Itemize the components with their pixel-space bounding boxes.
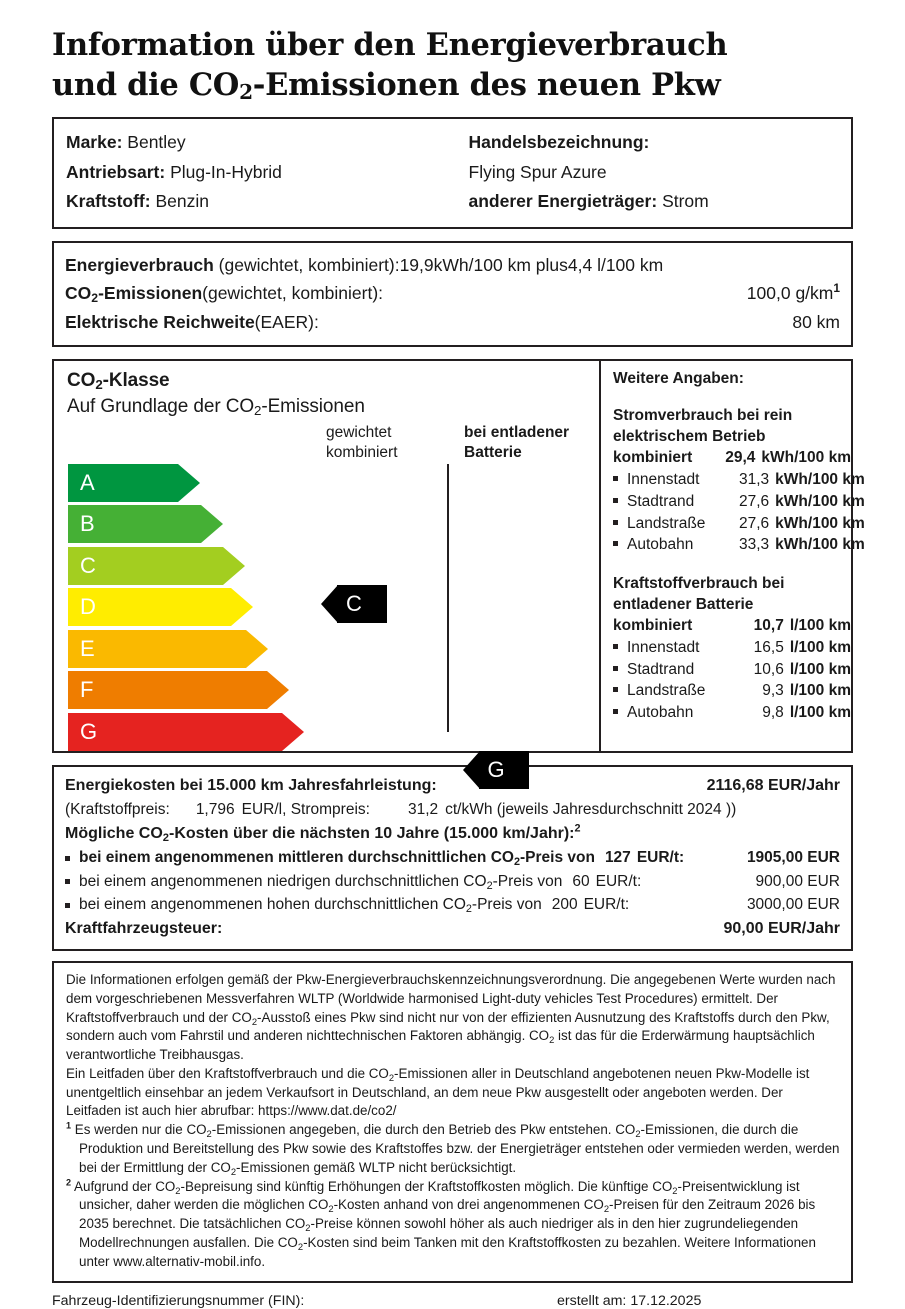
row-antriebsart [66, 158, 453, 187]
arrow-tip [267, 671, 289, 709]
costs-box [52, 765, 853, 951]
row-unit: l/100 km [789, 639, 851, 657]
arrow-body [68, 671, 267, 709]
kraftstoff-label: Kraftstoff: [66, 190, 151, 211]
electric-heading: Stromverbrauch bei rein elektrischem Betrieb [613, 406, 793, 446]
fuel-consumption-block [613, 573, 851, 724]
energieverbrauch-fuel-value: 4,4 [567, 254, 593, 275]
co2-price-row-0 [65, 846, 840, 870]
row-name: Stadtrand [627, 660, 695, 678]
electric-consumption-block [613, 405, 865, 556]
fuel-consumption-row [613, 702, 851, 724]
handelsbezeichnung-value: Flying Spur Azure [468, 161, 607, 182]
fuel-consumption-row [613, 680, 851, 702]
kraftstoff-value: Benzin [155, 190, 209, 211]
bullet-icon [613, 702, 627, 720]
bullet-icon [613, 513, 627, 531]
co2-emissionen-paren: (gewichtet, kombiniert): [202, 283, 384, 304]
row-reichweite [65, 308, 840, 336]
fuel-combined-value: 10,7 [753, 617, 784, 635]
document-footer [52, 1293, 853, 1309]
vehicle-left-column [66, 128, 453, 216]
fin-label: Fahrzeug-Identifizierungsnummer (FIN): [52, 1293, 305, 1309]
energietraeger-label: anderer Energieträger: [468, 190, 658, 211]
co2-price-unit: EUR/t: [636, 849, 685, 867]
page-title-line-1 [52, 26, 853, 66]
bullet-icon [65, 846, 79, 870]
row-name: Landstraße [627, 682, 706, 700]
co2-price-total: 3000,00 EUR [746, 896, 840, 914]
row-kraftstoff [66, 187, 453, 216]
vehicle-right-column [453, 128, 840, 216]
row-name: Innenstadt [627, 639, 700, 657]
fuel-consumption-row [613, 637, 851, 659]
energieverbrauch-label: Energieverbrauch [65, 254, 214, 275]
co2-class-letter: C [80, 552, 96, 578]
page-title-line-1-text: Information über den Energieverbrauch [52, 27, 728, 63]
energieverbrauch-paren: (gewichtet, kombiniert): [213, 254, 400, 275]
antriebsart-label: Antriebsart: [66, 161, 166, 182]
reichweite-paren: (EAER): [254, 311, 319, 332]
row-value: 31,3 [739, 471, 770, 489]
co2-subscript: 2 [95, 376, 103, 392]
co2-subscript: 2 [297, 1241, 304, 1252]
arrow-body [68, 630, 246, 668]
fuel-combined-row [613, 615, 851, 637]
row-unit: kWh/100 km [775, 536, 865, 554]
row-preise [65, 798, 840, 822]
co2-price-unit: EUR/t: [583, 896, 630, 914]
footnote-marker-2: 2 [66, 1177, 72, 1188]
kraftstoffpreis-unit: EUR/l, Strompreis: [241, 801, 370, 819]
row-handelsbezeichnung-label [469, 128, 840, 157]
kraftstoffpreis-value: 1,796 [195, 801, 235, 819]
co2-subscript: 2 [465, 903, 472, 916]
row-name: Stadtrand [627, 492, 695, 510]
arrow-tip [178, 464, 200, 502]
row-value: 9,8 [762, 704, 784, 722]
co2-subscript: 2 [91, 291, 99, 306]
created-on: erstellt am: 17.12.2025 [557, 1293, 702, 1309]
energieverbrauch-plus: plus [535, 254, 568, 275]
legal-footnote-2: $^2$ Aufgrund der $CO_2$-Bepreisung sind künftig Erhöhungen der Kraftstoffkosten möglich. Die künftige $CO_2$-Preisentwicklung ist unsicher, daher werden die möglichen $CO_2$-Kosten anhand von drei angenommenen $CO_2$-Preisen für den Zeitraum 2026 bis 2035 berechnet. Die tatsächlichen $CO_2$-Preise können sowohl höher als auch niedriger als in den hier zugrundeliegenden Modellrechnungen ausfallen. Die $CO_2$-Kosten sind beim Tanken mit den Kraftstoffkosten zu bezahlen. Weitere Informationen unter www.alternativ-mobil.info. [66, 1177, 816, 1269]
co2-price-value: 200 [551, 896, 578, 914]
row-value: 33,3 [739, 536, 770, 554]
row-kraftfahrzeugsteuer [65, 917, 840, 941]
co2-subscript: 2 [635, 1129, 641, 1140]
co2-class-letter: A [80, 469, 95, 495]
handelsbezeichnung-label: Handelsbezeichnung: [468, 132, 650, 153]
marker-letter: G [487, 756, 505, 782]
further-info-panel [599, 361, 865, 751]
co2-emissionen-value: 100,0 $g/km^1$ [746, 281, 840, 304]
footnote-marker-2: 2 [574, 822, 581, 835]
co2-subscript: 2 [206, 1129, 212, 1140]
arrow-tip [282, 713, 304, 751]
strompreis-value: 31,2 [407, 801, 439, 819]
electric-consumption-row [613, 534, 865, 556]
legal-notice-box [52, 961, 853, 1283]
bullet-icon [613, 491, 627, 509]
row-unit: l/100 km [789, 704, 851, 722]
co2-subscript: 2 [162, 831, 170, 844]
co2-subscript: 2 [175, 1185, 181, 1196]
co2-class-letter: B [80, 511, 95, 537]
kraftstoffpreis-label: (Kraftstoffpreis: [65, 801, 170, 819]
row-energieverbrauch [65, 251, 840, 279]
co2-price-row-1 [65, 870, 840, 894]
strompreis-unit: ct/kWh (jeweils Jahresdurchschnitt 2024 )) [445, 801, 737, 819]
column-divider [447, 464, 449, 732]
co2-class-letter: F [80, 677, 94, 703]
fuel-combined-unit: l/100 km [789, 617, 851, 635]
column-header-weighted: gewichtet kombiniert [326, 423, 398, 461]
marker-letter: C [346, 590, 362, 616]
arrow-tip [201, 505, 223, 543]
row-value: 10,6 [753, 660, 784, 678]
bullet-icon [613, 534, 627, 552]
arrow-tip [246, 630, 268, 668]
moegliche-co2-kosten-label: Mögliche CO2-Kosten über die nächsten 10 Jahre (15.000 km/Jahr):$^2$ [65, 822, 581, 844]
fuel-consumption-row [613, 659, 851, 681]
co2-emissionen-label: CO2-Emissionen [65, 283, 203, 306]
fuel-heading: Kraftstoffverbrauch bei entladener Batterie [613, 574, 785, 614]
page-title [0, 26, 905, 105]
vehicle-info-box [52, 117, 853, 229]
arrow-tip [231, 588, 253, 626]
electric-combined-unit: kWh/100 km [761, 449, 851, 467]
co2-price-total: 1905,00 EUR [746, 849, 840, 867]
co2-class-letter: E [80, 635, 95, 661]
row-name: Autobahn [627, 704, 694, 722]
row-energiekosten [65, 774, 840, 798]
co2-class-scale-panel [54, 361, 599, 782]
co2-subscript: 2 [513, 856, 520, 869]
electric-consumption-row [613, 491, 865, 513]
co2-subscript: 2 [388, 1072, 395, 1083]
co2-klasse-subtitle: Auf Grundlage der CO2-Emissionen [67, 395, 365, 418]
co2-price-total: 900,00 EUR [755, 872, 840, 890]
reichweite-label: Elektrische Reichweite [65, 311, 255, 332]
row-moegliche-co2-kosten [65, 822, 840, 846]
co2-subscript: 2 [486, 879, 493, 892]
row-unit: l/100 km [789, 660, 851, 678]
arrow-body [68, 713, 282, 751]
energieverbrauch-electric-value: 19,9 [399, 254, 434, 275]
kraftfahrzeugsteuer-value: 90,00 EUR/Jahr [723, 919, 840, 937]
row-value: 27,6 [739, 514, 770, 532]
row-name: Innenstadt [627, 471, 700, 489]
antriebsart-value: Plug-In-Hybrid [170, 161, 282, 182]
co2-price-text: bei einem angenommenen mittleren durchschnittlichen CO2-Preis von [79, 849, 595, 869]
co2-price-row-2 [65, 893, 840, 917]
reichweite-value: 80 km [792, 311, 840, 332]
row-value: 16,5 [753, 639, 784, 657]
co2-subscript: 2 [672, 1185, 678, 1196]
marke-value: Bentley [127, 132, 186, 153]
co2-subscript: 2 [239, 79, 253, 104]
marke-label: Marke: [66, 132, 123, 153]
row-value: 9,3 [762, 682, 784, 700]
legal-paragraph-1: Die Informationen erfolgen gemäß der Pkw-Energieverbrauchskennzeichnungsverordnung. Die angegebenen Werte wurden nach dem vorgeschriebenen Messverfahren WLTP (Worldwide harmonised Light-duty vehicles Test Procedures) ermittelt. Der Kraftstoffverbrauch und der $CO_2$-Ausstoß eines Pkw sind nicht nur von der effizienten Ausnutzung des Kraftstoffs durch den Pkw, sondern auch vom Fahrstil und anderen nichttechnischen Faktoren abhängig. $CO_2$ ist das für die Erderwärmung hauptsächlich verantwortliche Treibhausgas. [66, 972, 836, 1063]
footnote-marker-1: 1 [833, 281, 840, 296]
bullet-icon [65, 870, 79, 894]
page-title-line-2: und die $CO_2$-Emissionen des neuen Pkw [52, 66, 721, 104]
created-date: 17.12.2025 [630, 1293, 702, 1309]
energieverbrauch-electric-unit: kWh/100 km [433, 254, 531, 275]
co2-price-unit: EUR/t: [595, 872, 642, 890]
legal-paragraph-2: Ein Leitfaden über den Kraftstoffverbrauch und die $CO_2$-Emissionen aller in Deutschland angebotenen neuen Pkw-Modelle ist unentgeltlich einsehbar an jedem Verkaufsort in Deutschland, an dem neue Pkw ausgestellt oder angeboten werden. Der Leitfaden ist auch hier abrufbar: https://www.dat.de/co2/ [66, 1065, 810, 1119]
energiekosten-value: 2116,68 EUR/Jahr [706, 776, 840, 794]
energietraeger-value: Strom [662, 190, 709, 211]
bullet-icon [613, 659, 627, 677]
co2-subscript: 2 [549, 1035, 555, 1046]
bullet-icon [613, 469, 627, 487]
co2-subscript: 2 [254, 402, 262, 418]
row-handelsbezeichnung-value [469, 158, 840, 187]
energy-label-page [0, 26, 905, 1309]
co2-class-letter: G [80, 718, 98, 744]
co2-subscript: 2 [328, 1204, 334, 1215]
bullet-icon [613, 680, 627, 698]
bullet-icon [613, 637, 627, 655]
co2-price-value: 60 [572, 872, 590, 890]
co2-class-letter: D [80, 594, 96, 620]
row-unit: kWh/100 km [775, 471, 865, 489]
electric-combined-row [613, 447, 851, 469]
row-marke [66, 128, 453, 157]
electric-consumption-row [613, 513, 865, 535]
energiekosten-label: Energiekosten bei 15.000 km Jahresfahrleistung: [65, 776, 437, 794]
co2-class-box [52, 359, 865, 782]
co2-price-text: bei einem angenommenen niedrigen durchschnittlichen CO2-Preis von [79, 872, 563, 892]
row-name: Landstraße [627, 514, 706, 532]
bullet-icon [65, 893, 79, 917]
co2-subscript: 2 [230, 1166, 237, 1177]
co2-subscript: 2 [603, 1204, 610, 1215]
fuel-combined-label: kombiniert [613, 617, 693, 635]
kraftfahrzeugsteuer-label: Kraftfahrzeugsteuer: [65, 919, 223, 937]
arrow-tip [223, 547, 245, 585]
energieverbrauch-fuel-unit: l/100 km [597, 254, 664, 275]
footnote-marker-1: 1 [66, 1120, 72, 1131]
legal-footnote-1: $^1$ Es werden nur die $CO_2$-Emissionen angegeben, die durch den Betrieb des Pkw entstehen. $CO_2$-Emissionen, die durch die Produktion und Bereitstellung des Pkw sowie des Kraftstoffes bzw. der Energieträger entstehen oder vermieden werden, werden bei der Ermittlung der $CO_2$-Emissionen gemäß WLTP nicht berücksichtigt. [66, 1120, 840, 1177]
co2-price-value: 127 [604, 849, 631, 867]
co2-price-text: bei einem angenommenen hohen durchschnittlichen CO2-Preis von [79, 896, 542, 916]
row-unit: kWh/100 km [775, 514, 865, 532]
electric-combined-label: kombiniert [613, 449, 693, 467]
row-value: 27,6 [739, 492, 770, 510]
co2-subscript: 2 [305, 1223, 311, 1234]
row-name: Autobahn [627, 536, 694, 554]
electric-consumption-row [613, 469, 865, 491]
weitere-angaben-heading: Weitere Angaben: [613, 369, 744, 387]
column-header-discharged: bei entladener Batterie [464, 423, 570, 461]
row-co2-emissionen [65, 279, 840, 307]
co2-subscript: 2 [251, 1016, 258, 1027]
row-unit: l/100 km [789, 682, 851, 700]
electric-combined-value: 29,4 [725, 449, 756, 467]
co2-klasse-title: CO2-Klasse [67, 369, 170, 392]
row-unit: kWh/100 km [775, 492, 865, 510]
row-energietraeger [469, 187, 840, 216]
consumption-box [52, 241, 853, 347]
